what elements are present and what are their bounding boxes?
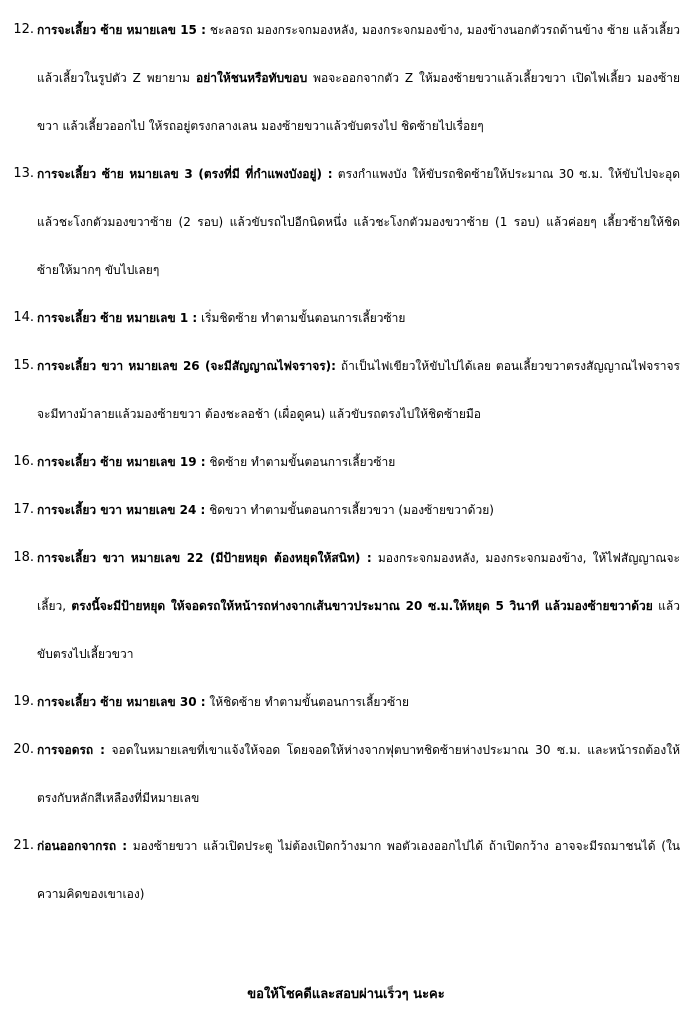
item-text [37, 150, 680, 294]
list-item [4, 534, 680, 678]
plain-text: มองกระจกมองหลัง, มองกระจกมองข้าง, ให้ไฟสัญญาณจะเลี้ยว, [37, 551, 680, 613]
bold-text: การจะเลี้ยว ซ้าย หมายเลข 15 : [37, 23, 206, 37]
bold-text: ก่อนออกจากรถ : [37, 839, 128, 853]
item-number: 21. [13, 838, 34, 853]
item-number: 13. [13, 166, 34, 181]
bold-text: การจะเลี้ยว ซ้าย หมายเลข 3 (ตรงที่มี ที่กำแพงบังอยู่) : [37, 167, 333, 181]
item-number: 14. [13, 310, 34, 325]
plain-text: ถ้าเป็นไฟเขียวให้ขับไปได้เลย ตอนเลี้ยวขวาตรงสัญญาณไฟจราจรจะมีทางม้าลายแล้วมองซ้ายขวา ต้องชะลอช้า (เผื่อดูคน) แล้วขับรถตรงไปให้ชิดซ้ายมือ [37, 359, 680, 421]
bold-text: การจะเลี้ยว ซ้าย หมายเลข 30 : [37, 695, 206, 709]
item-number: 12. [13, 22, 34, 37]
item-number: 17. [13, 502, 34, 517]
bold-text: อย่าให้ชนหรือทับขอบ [195, 71, 308, 85]
item-text [37, 6, 680, 150]
bold-text: การจะเลี้ยว ซ้าย หมายเลข 19 : [37, 455, 206, 469]
list-item [4, 342, 680, 438]
bold-text: การจอดรถ : [37, 743, 105, 757]
plain-text: เริ่มชิดซ้าย ทำตามขั้นตอนการเลี้ยวซ้าย [197, 311, 406, 325]
plain-text: ชะลอรถ มองกระจกมองหลัง, มองกระจกมองข้าง, มองข้างนอกตัวรถด้านข้าง ซ้าย แล้วเลี้ยวแล้วเลี้ยวในรูปตัว Z พยายาม [37, 23, 680, 85]
item-number: 20. [13, 742, 34, 757]
list-item [4, 294, 680, 342]
item-text [37, 294, 680, 342]
plain-text: พอจะออกจากตัว Z ให้มองซ้ายขวาแล้วเลี้ยวขวา เปิดไฟเลี้ยว มองซ้ายขวา แล้วเลี้ยวออกไป ให้รถอยู่ตรงกลางเลน มองซ้ายขวาแล้วขับตรงไป ชิดซ้ายไปเรื่อยๆ [37, 71, 680, 133]
bold-text: การจะเลี้ยว ขวา หมายเลข 26 (จะมีสัญญาณไฟจราจร): [37, 359, 336, 373]
item-number: 16. [13, 454, 34, 469]
item-number: 18. [13, 550, 34, 565]
list-item [4, 438, 680, 486]
bold-text: การจะเลี้ยว ซ้าย หมายเลข 1 : [37, 311, 198, 325]
plain-text: แล้วขับตรงไปเลี้ยวขวา [37, 599, 680, 661]
item-text [37, 678, 680, 726]
item-number: 19. [13, 694, 34, 709]
bold-text: การจะเลี้ยว ขวา หมายเลข 22 (มีป้ายหยุด ต้องหยุดให้สนิท) : [37, 551, 372, 565]
item-text [37, 534, 680, 678]
item-text [37, 822, 680, 918]
list-item [4, 726, 680, 822]
list-item [4, 150, 680, 294]
list-item [4, 6, 680, 150]
bold-text: การจะเลี้ยว ขวา หมายเลข 24 : [37, 503, 206, 517]
plain-text: จอดในหมายเลขที่เขาแจ้งให้จอด โดยจอดให้ห่างจากฟุตบาทชิดซ้ายห่างประมาณ 30 ซ.ม. และหน้ารถต้องให้ตรงกับหลักสีเหลืองที่มีหมายเลข [37, 743, 681, 805]
list-item [4, 678, 680, 726]
plain-text: มองซ้ายขวา แล้วเปิดประตู ไม่ต้องเปิดกว้างมาก พอตัวเองออกไปได้ ถ้าเปิดกว้าง อาจจะมีรถมาชนได้ (ในความคิดของเขาเอง) [37, 839, 681, 901]
list-item [4, 822, 680, 918]
plain-text: ชิดซ้าย ทำตามขั้นตอนการเลี้ยวซ้าย [205, 455, 396, 469]
closing-message: ขอให้โชคดีและสอบผ่านเร็วๆ นะคะ [247, 987, 445, 1002]
plain-text: ตรงกำแพงบัง ให้ขับรถชิดซ้ายให้ประมาณ 30 ซ.ม. ให้ขับไปจะอุด แล้วชะโงกตัวมองขวาซ้าย (2 รอบ) แล้วขับรถไปอีกนิดหนึ่ง แล้วชะโงกตัวมองขวาซ้าย (1 รอบ) แล้วค่อยๆ เลี้ยวซ้ายให้ชิดซ้ายให้มากๆ ขับไปเลยๆ [37, 167, 680, 277]
bold-text: ตรงนี้จะมีป้ายหยุด ให้จอดรถให้หน้ารถห่างจากเส้นขาวประมาณ 20 ซ.ม.ให้หยุด 5 วินาที แล้วมองซ้ายขวาด้วย [71, 599, 653, 613]
item-text [37, 486, 680, 534]
plain-text: ให้ชิดซ้าย ทำตามขั้นตอนการเลี้ยวซ้าย [205, 695, 410, 709]
item-number: 15. [13, 358, 34, 373]
item-text [37, 726, 680, 822]
item-text [37, 438, 680, 486]
plain-text: ชิดขวา ทำตามขั้นตอนการเลี้ยวขวา (มองซ้ายขวาด้วย) [205, 503, 494, 517]
list-item [4, 486, 680, 534]
instruction-list [4, 6, 680, 918]
item-text [37, 342, 680, 438]
